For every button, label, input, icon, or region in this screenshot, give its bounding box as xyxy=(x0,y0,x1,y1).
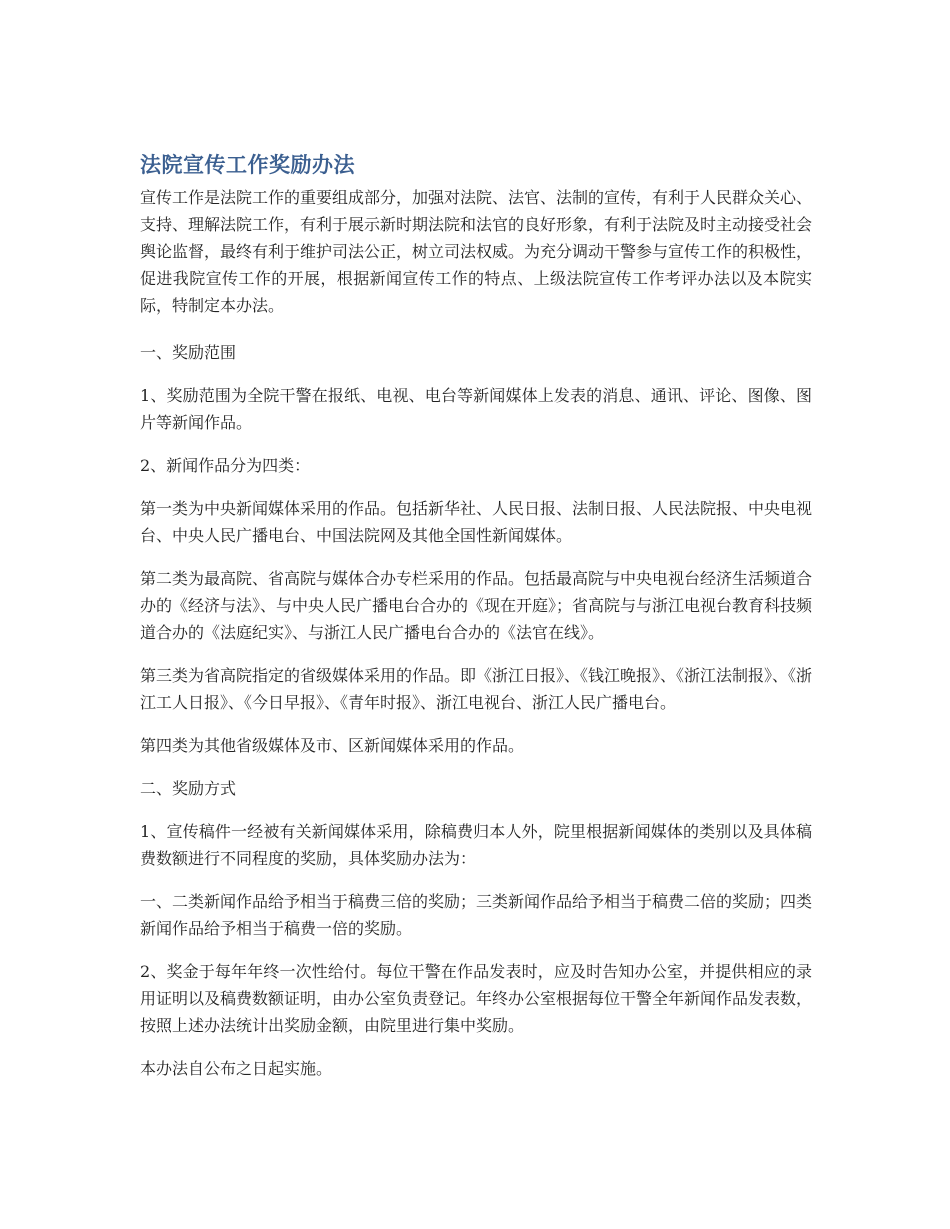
section-heading-scope: 一、奖励范围 xyxy=(140,343,237,362)
category-2-paragraph: 第二类为最高院、省高院与媒体合办专栏采用的作品。包括最高院与中央电视台经济生活频道合办的《经济与法》、与中央人民广播电台合办的《现在开庭》；省高院与与浙江电视台教育科技频道合办的《法庭纪实》、与浙江人民广播电台合办的《法官在线》。 xyxy=(140,569,813,642)
scope-item-2: 2、新闻作品分为四类： xyxy=(140,456,311,475)
category-1-paragraph: 第一类为中央新闻媒体采用的作品。包括新华社、人民日报、法制日报、人民法院报、中央电视台、中央人民广播电台、中国法院网及其他全国性新闻媒体。 xyxy=(140,499,813,545)
method-item-2: 2、奖金于每年年终一次性给付。每位干警在作品发表时，应及时告知办公室，并提供相应的录用证明以及稿费数额证明，由办公室负责登记。年终办公室根据每位干警全年新闻作品发表数，按照上述办法统计出奖励金额，由院里进行集中奖励。 xyxy=(140,962,813,1035)
section-heading-method: 二、奖励方式 xyxy=(140,779,237,798)
document-page xyxy=(140,148,812,1098)
category-4-paragraph: 第四类为其他省级媒体及市、区新闻媒体采用的作品。 xyxy=(140,736,525,755)
scope-item-1: 1、奖励范围为全院干警在报纸、电视、电台等新闻媒体上发表的消息、通讯、评论、图像、图片等新闻作品。 xyxy=(140,386,812,432)
intro-paragraph: 宣传工作是法院工作的重要组成部分，加强对法院、法官、法制的宣传，有利于人民群众关心、支持、理解法院工作，有利于展示新时期法院和法官的良好形象，有利于法院及时主动接受社会舆论监督，最终有利于维护司法公正，树立司法权威。为充分调动干警参与宣传工作的积极性，促进我院宣传工作的开展，根据新闻宣传工作的特点、上级法院宣传工作考评办法以及本院实际，特制定本办法。 xyxy=(140,188,813,315)
category-3-paragraph: 第三类为省高院指定的省级媒体采用的作品。即《浙江日报》、《钱江晚报》、《浙江法制报》、《浙江工人日报》、《今日早报》、《青年时报》、浙江电视台、浙江人民广播电台。 xyxy=(140,666,813,712)
document-title: 法院宣传工作奖励办法 xyxy=(140,153,355,177)
method-item-1: 1、宣传稿件一经被有关新闻媒体采用，除稿费归本人外，院里根据新闻媒体的类别以及具体稿费数额进行不同程度的奖励，具体奖励办法为： xyxy=(140,822,812,868)
method-reward-rates: 一、二类新闻作品给予相当于稿费三倍的奖励；三类新闻作品给予相当于稿费二倍的奖励；四类新闻作品给予相当于稿费一倍的奖励。 xyxy=(140,892,813,938)
effective-date-paragraph: 本办法自公布之日起实施。 xyxy=(140,1059,333,1078)
